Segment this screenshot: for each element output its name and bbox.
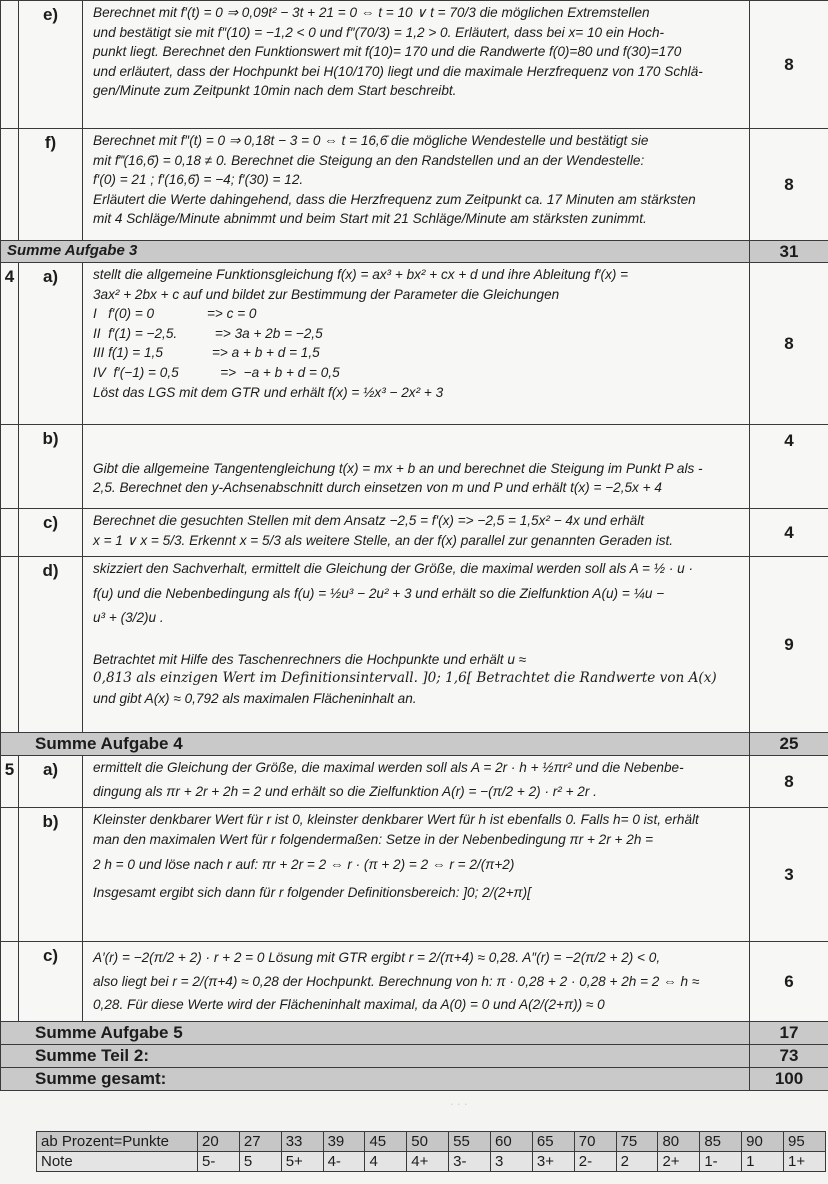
points-cell: 6	[750, 942, 828, 1022]
task-number-cell	[1, 425, 19, 509]
subtask-letter: a)	[19, 263, 83, 425]
points-cell: 8	[750, 263, 828, 425]
solution-text	[83, 129, 750, 241]
sum-points: 100	[750, 1068, 828, 1091]
grade-percent-row	[37, 1132, 826, 1152]
text-line: Gibt die allgemeine Tangentengleichung t(x) = mx + b an und berechnet die Steigung im Punkt P als -	[93, 460, 703, 476]
row-4b	[1, 425, 828, 509]
row-5b	[1, 808, 828, 942]
row-5c	[1, 942, 828, 1022]
text-line: stellt die allgemeine Funktionsgleichung f(x) = ax³ + bx² + cx + d und ihre Ableitung f′(x) =	[93, 267, 629, 282]
task-number-cell	[1, 509, 19, 557]
percent-cell: 60	[491, 1132, 533, 1152]
subtask-letter: b)	[19, 808, 83, 942]
points-cell: 4	[750, 509, 828, 557]
solution-text	[83, 756, 750, 808]
text-line: skizziert den Sachverhalt, ermittelt die Gleichung der Größe, die maximal werden soll als A = ½ · u ·	[93, 561, 694, 576]
row-4a	[1, 263, 828, 425]
percent-cell: 95	[784, 1132, 826, 1152]
note-cell: 2+	[658, 1152, 700, 1172]
text-line: f(u) und die Nebenbedingung als f(u) = ½u³ − 2u² + 3 und erhält so die Zielfunktion A(u) = ¼u −	[93, 585, 665, 601]
text-line: III f(1) = 1,5 => a + b + d = 1,5	[93, 345, 320, 361]
row-5a	[1, 756, 828, 808]
task-number-cell	[1, 1, 19, 129]
points-cell: 3	[750, 808, 828, 942]
percent-cell: 39	[323, 1132, 365, 1152]
sum-label: Summe Teil 2:	[1, 1045, 750, 1068]
percent-cell: 55	[449, 1132, 491, 1152]
task-number: 4	[1, 263, 19, 425]
text-line: 0,813 als einzigen Wert im Definitionsintervall. ]0; 1,6[ Betrachtet die Randwerte von A(x)	[93, 670, 717, 687]
note-cell: 1-	[700, 1152, 742, 1172]
text-line: dingung als πr + 2r + 2h = 2 und erhält so die Zielfunktion A(r) = −(π/2 + 2) · r² + 2r .	[93, 783, 597, 799]
note-cell: 4	[365, 1152, 407, 1172]
sum-label: Summe Aufgabe 3	[1, 241, 750, 263]
solution-text	[83, 942, 750, 1022]
sum-row-total	[1, 1068, 828, 1091]
note-cell: 2-	[574, 1152, 616, 1172]
sum-points: 17	[750, 1022, 828, 1045]
task-number-cell	[1, 557, 19, 733]
grade-note-row	[37, 1152, 826, 1172]
subtask-letter: a)	[19, 756, 83, 808]
text-line: 2 h = 0 und löse nach r auf: πr + 2r = 2 ⇔ r · (π + 2) = 2 ⇔ r = 2/(π+2)	[93, 857, 515, 873]
sum-points: 25	[750, 733, 828, 756]
text-line: 3ax² + 2bx + c auf und bildet zur Bestimmung der Parameter die Gleichungen	[93, 286, 560, 302]
note-cell: 3	[491, 1152, 533, 1172]
percent-cell: 65	[532, 1132, 574, 1152]
solution-text	[83, 557, 750, 733]
percent-cell: 90	[742, 1132, 784, 1152]
text-line: 2,5. Berechnet den y-Achsenabschnitt durch einsetzen von m und P und erhält t(x) = −2,5x + 4	[93, 480, 662, 496]
text-line: IV f′(−1) = 0,5 => −a + b + d = 0,5	[93, 364, 340, 380]
text-line: und bestätigt sie mit f″(10) = −1,2 < 0 und f″(70/3) = 1,2 > 0. Erläutert, dass bei x= 10 ein Hoch-	[93, 24, 665, 40]
text-line: II f′(1) = −2,5. => 3a + 2b = −2,5	[93, 325, 323, 341]
percent-cell: 50	[407, 1132, 449, 1152]
row-4c	[1, 509, 828, 557]
note-cell: 3-	[449, 1152, 491, 1172]
percent-cell: 45	[365, 1132, 407, 1152]
grade-table	[36, 1131, 826, 1172]
solution-text	[83, 425, 750, 509]
text-line: Löst das LGS mit dem GTR und erhält f(x) = ½x³ − 2x² + 3	[93, 384, 444, 400]
note-cell: 5-	[198, 1152, 240, 1172]
text-line: also liegt bei r = 2/(π+4) ≈ 0,28 der Hochpunkt. Berechnung von h: π · 0,28 + 2 · 0,28 + 2h = 2 ⇔ h ≈	[93, 973, 700, 989]
percent-cell: 20	[198, 1132, 240, 1152]
spacer	[93, 628, 741, 650]
text-line: und erläutert, dass der Hochpunkt bei H(10/170) liegt und die maximale Herzfrequenz von 170 Schlä-	[93, 63, 703, 79]
note-cell: 5	[239, 1152, 281, 1172]
sum-row-task3	[1, 241, 828, 263]
solution-text	[83, 509, 750, 557]
task-number-cell	[1, 808, 19, 942]
row-4d	[1, 557, 828, 733]
note-cell: 3+	[532, 1152, 574, 1172]
note-cell: 4+	[407, 1152, 449, 1172]
points-cell: 4	[750, 425, 828, 509]
text-line: A′(r) = −2(π/2 + 2) · r + 2 = 0 Lösung mit GTR ergibt r = 2/(π+4) ≈ 0,28. A″(r) = −2(π/2 + 2) < 0,	[93, 950, 661, 965]
note-cell: 4-	[323, 1152, 365, 1172]
grade-row-label: ab Prozent=Punkte	[37, 1132, 198, 1152]
percent-cell: 80	[658, 1132, 700, 1152]
points-cell: 9	[750, 557, 828, 733]
percent-cell: 75	[616, 1132, 658, 1152]
text-line: ermittelt die Gleichung der Größe, die maximal werden soll als A = 2r · h + ½πr² und die Nebenbe-	[93, 760, 684, 775]
task-number-cell	[1, 129, 19, 241]
percent-cell: 27	[239, 1132, 281, 1152]
row-3e	[1, 1, 828, 129]
subtask-letter: c)	[19, 942, 83, 1022]
text-line: und gibt A(x) ≈ 0,792 als maximalen Flächeninhalt an.	[93, 690, 417, 706]
sum-label: Summe Aufgabe 4	[1, 733, 750, 756]
text-line: man den maximalen Wert für r folgendermaßen: Setze in der Nebenbedingung πr + 2r + 2h =	[93, 831, 654, 847]
sum-points: 73	[750, 1045, 828, 1068]
task-number: 5	[1, 756, 19, 808]
points-cell: 8	[750, 129, 828, 241]
text-line: f′(0) = 21 ; f′(16,6̄) = −4; f′(30) = 12.	[93, 172, 304, 188]
subtask-letter: b)	[19, 425, 83, 509]
text-line: Berechnet mit f′(t) = 0 ⇒ 0,09t² − 3t + 21 = 0 ⇔ t = 10 ∨ t = 70/3 die möglichen Extremstellen	[93, 5, 650, 20]
percent-cell: 33	[281, 1132, 323, 1152]
text-line: Betrachtet mit Hilfe des Taschenrechners die Hochpunkte und erhält u ≈	[93, 651, 527, 667]
text-line: Erläutert die Werte dahingehend, dass die Herzfrequenz zum Zeitpunkt ca. 17 Minuten am stärksten	[93, 191, 696, 207]
percent-cell: 70	[574, 1132, 616, 1152]
text-line: Berechnet die gesuchten Stellen mit dem Ansatz −2,5 = f′(x) => −2,5 = 1,5x² − 4x und erhält	[93, 513, 645, 528]
subtask-letter: d)	[19, 557, 83, 733]
bleed-through-smudge: · · ·	[450, 1098, 468, 1111]
text-line: 0,28. Für diese Werte wird der Flächeninhalt maximal, da A(0) = 0 und A(2/(2+π)) ≈ 0	[93, 997, 605, 1013]
text-line: mit 4 Schläge/Minute abnimmt und beim Start mit 21 Schläge/Minute am stärksten zunimmt.	[93, 211, 647, 227]
note-cell: 5+	[281, 1152, 323, 1172]
text-line: Berechnet mit f″(t) = 0 ⇒ 0,18t − 3 = 0 ⇔ t = 16,6̄ die mögliche Wendestelle und bestätigt sie	[93, 133, 649, 148]
text-line: I f′(0) = 0 => c = 0	[93, 306, 257, 322]
grade-row-label: Note	[37, 1152, 198, 1172]
points-cell: 8	[750, 756, 828, 808]
sum-points: 31	[750, 241, 828, 263]
text-line: punkt liegt. Berechnet den Funktionswert mit f(10)= 170 und die Randwerte f(0)=80 und f(30)=170	[93, 44, 682, 60]
solution-text	[83, 263, 750, 425]
note-cell: 1	[742, 1152, 784, 1172]
sum-row-task5	[1, 1022, 828, 1045]
row-3f	[1, 129, 828, 241]
text-line: Kleinster denkbarer Wert für r ist 0, kleinster denkbarer Wert für h ist ebenfalls 0. Falls h= 0 ist, erhält	[93, 812, 699, 827]
sum-label: Summe Aufgabe 5	[1, 1022, 750, 1045]
subtask-letter: c)	[19, 509, 83, 557]
text-line: mit f‴(16,6̄) = 0,18 ≠ 0. Berechnet die Steigung an den Randstellen und an der Wendestelle:	[93, 152, 645, 168]
solution-text	[83, 1, 750, 129]
subtask-letter: e)	[19, 1, 83, 129]
text-line: Insgesamt ergibt sich dann für r folgender Definitionsbereich: ]0; 2/(2+π)[	[93, 884, 531, 900]
text-line: u³ + (3/2)u .	[93, 610, 164, 626]
note-cell: 1+	[784, 1152, 826, 1172]
note-cell: 2	[616, 1152, 658, 1172]
task-number-cell	[1, 942, 19, 1022]
text-line: gen/Minute zum Zeitpunkt 10min nach dem Start beschreibt.	[93, 83, 457, 99]
sum-label: Summe gesamt:	[1, 1068, 750, 1091]
text-line: x = 1 ∨ x = 5/3. Erkennt x = 5/3 als weitere Stelle, an der f(x) parallel zur genannten Geraden ist.	[93, 532, 674, 548]
sum-row-task4	[1, 733, 828, 756]
points-cell: 8	[750, 1, 828, 129]
percent-cell: 85	[700, 1132, 742, 1152]
subtask-letter: f)	[19, 129, 83, 241]
solution-text	[83, 808, 750, 942]
sum-row-part2	[1, 1045, 828, 1068]
